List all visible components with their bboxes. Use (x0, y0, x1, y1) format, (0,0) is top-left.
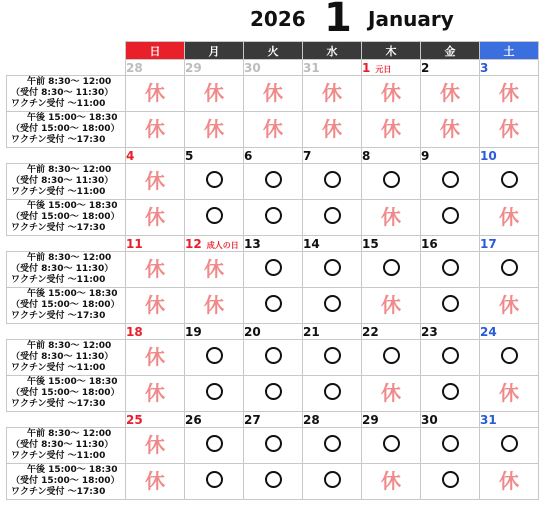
morning-row (7, 164, 539, 200)
date-number: 15 (362, 236, 379, 251)
date-cell (480, 412, 539, 428)
status-cell (362, 428, 421, 464)
date-number: 25 (126, 412, 143, 427)
session-hours-line: 午前 8:30～ 12:00 (27, 165, 112, 175)
status-cell (480, 200, 539, 236)
date-cell (185, 324, 244, 340)
open-circle-icon (265, 347, 282, 364)
closed-mark: 休 (263, 81, 283, 105)
status-cell (421, 288, 480, 324)
afternoon-row (7, 112, 539, 148)
status-cell (480, 464, 539, 500)
session-hours-line: 午前 8:30～ 12:00 (27, 429, 112, 439)
session-hours-line: 午後 15:00～ 18:30 (27, 113, 118, 123)
open-circle-icon (442, 347, 459, 364)
closed-mark: 休 (381, 205, 401, 229)
weekday-header: 金 (421, 42, 480, 60)
status-cell (126, 464, 185, 500)
open-circle-icon (442, 471, 459, 488)
weekday-header: 火 (244, 42, 303, 60)
status-cell (244, 428, 303, 464)
date-cell (421, 60, 480, 76)
date-cell (244, 60, 303, 76)
date-row (7, 60, 539, 76)
status-cell (244, 164, 303, 200)
date-cell (362, 60, 421, 76)
status-cell (303, 164, 362, 200)
session-hours-label (7, 340, 126, 376)
session-hours-line: （受付 15:00～ 18:00） (11, 476, 120, 486)
open-circle-icon (265, 171, 282, 188)
open-circle-icon (383, 259, 400, 276)
date-cell (421, 236, 480, 252)
session-hours-line: ワクチン受付 ～17:30 (11, 135, 106, 145)
status-cell (421, 428, 480, 464)
date-number: 28 (303, 412, 320, 427)
open-circle-icon (206, 383, 223, 400)
session-hours-line: 午後 15:00～ 18:30 (27, 465, 118, 475)
schedule-calendar (6, 41, 539, 500)
date-cell (126, 148, 185, 164)
date-cell (126, 60, 185, 76)
date-cell (303, 412, 362, 428)
morning-row (7, 428, 539, 464)
open-circle-icon (383, 171, 400, 188)
date-cell (480, 324, 539, 340)
status-cell (421, 200, 480, 236)
closed-mark: 休 (499, 293, 519, 317)
date-number: 27 (244, 412, 261, 427)
session-hours-line: （受付 15:00～ 18:00） (11, 300, 120, 310)
status-cell (421, 76, 480, 112)
status-cell (421, 464, 480, 500)
afternoon-row (7, 464, 539, 500)
date-row (7, 148, 539, 164)
date-number: 29 (362, 412, 379, 427)
weekday-header: 日 (126, 42, 185, 60)
status-cell (244, 252, 303, 288)
session-hours-label (7, 376, 126, 412)
session-hours-line: （受付 8:30～ 11:30） (11, 440, 114, 450)
status-cell (244, 340, 303, 376)
status-cell (126, 200, 185, 236)
closed-mark: 休 (322, 81, 342, 105)
status-cell (126, 112, 185, 148)
open-circle-icon (442, 435, 459, 452)
status-cell (126, 288, 185, 324)
weekday-header: 木 (362, 42, 421, 60)
morning-row (7, 340, 539, 376)
date-number: 2 (421, 60, 430, 75)
status-cell (126, 376, 185, 412)
session-hours-line: ワクチン受付 ～17:30 (11, 223, 106, 233)
date-cell (185, 60, 244, 76)
open-circle-icon (442, 207, 459, 224)
open-circle-icon (442, 259, 459, 276)
date-row-spacer (7, 412, 126, 428)
date-cell (126, 324, 185, 340)
open-circle-icon (324, 383, 341, 400)
date-cell (362, 148, 421, 164)
morning-row (7, 252, 539, 288)
closed-mark: 休 (440, 81, 460, 105)
closed-mark: 休 (381, 293, 401, 317)
open-circle-icon (206, 471, 223, 488)
status-cell (303, 376, 362, 412)
date-cell (185, 148, 244, 164)
session-hours-line: 午前 8:30～ 12:00 (27, 253, 112, 263)
session-hours-line: 午後 15:00～ 18:30 (27, 289, 118, 299)
open-circle-icon (265, 259, 282, 276)
date-cell (244, 324, 303, 340)
date-cell (480, 236, 539, 252)
date-number: 22 (362, 324, 379, 339)
date-row (7, 324, 539, 340)
status-cell (126, 252, 185, 288)
date-number: 26 (185, 412, 202, 427)
session-hours-label (7, 164, 126, 200)
status-cell (480, 252, 539, 288)
date-cell (303, 148, 362, 164)
closed-mark: 休 (381, 469, 401, 493)
date-cell (362, 412, 421, 428)
open-circle-icon (324, 471, 341, 488)
status-cell (244, 112, 303, 148)
session-hours-line: 午後 15:00～ 18:30 (27, 377, 118, 387)
session-hours-line: 午後 15:00～ 18:30 (27, 201, 118, 211)
date-cell (303, 324, 362, 340)
date-cell (244, 148, 303, 164)
date-row-spacer (7, 236, 126, 252)
status-cell (362, 340, 421, 376)
date-number: 24 (480, 324, 497, 339)
status-cell (244, 288, 303, 324)
date-number: 12 (185, 236, 202, 251)
open-circle-icon (324, 171, 341, 188)
status-cell (185, 112, 244, 148)
date-cell (480, 148, 539, 164)
closed-mark: 休 (381, 381, 401, 405)
status-cell (421, 252, 480, 288)
open-circle-icon (206, 207, 223, 224)
closed-mark: 休 (499, 469, 519, 493)
closed-mark: 休 (204, 293, 224, 317)
open-circle-icon (324, 435, 341, 452)
year-label: 2026 (250, 7, 306, 31)
afternoon-row (7, 288, 539, 324)
session-hours-label (7, 428, 126, 464)
morning-row (7, 76, 539, 112)
date-row-spacer (7, 324, 126, 340)
status-cell (185, 340, 244, 376)
session-hours-line: ワクチン受付 ～11:00 (11, 363, 106, 373)
date-row (7, 236, 539, 252)
session-hours-line: （受付 15:00～ 18:00） (11, 388, 120, 398)
open-circle-icon (383, 435, 400, 452)
session-hours-line: （受付 8:30～ 11:30） (11, 352, 114, 362)
date-number: 11 (126, 236, 143, 251)
open-circle-icon (265, 435, 282, 452)
month-name: January (368, 7, 454, 31)
status-cell (126, 428, 185, 464)
holiday-label: 元日 (375, 64, 392, 74)
open-circle-icon (265, 207, 282, 224)
status-cell (480, 340, 539, 376)
open-circle-icon (265, 295, 282, 312)
date-number: 28 (126, 60, 143, 75)
open-circle-icon (501, 259, 518, 276)
open-circle-icon (324, 259, 341, 276)
weekday-header: 土 (480, 42, 539, 60)
date-number: 16 (421, 236, 438, 251)
date-row-spacer (7, 148, 126, 164)
open-circle-icon (501, 435, 518, 452)
date-number: 3 (480, 60, 489, 75)
status-cell (303, 464, 362, 500)
status-cell (303, 112, 362, 148)
session-hours-line: ワクチン受付 ～17:30 (11, 399, 106, 409)
afternoon-row (7, 200, 539, 236)
status-cell (185, 252, 244, 288)
status-cell (480, 76, 539, 112)
date-number: 31 (480, 412, 497, 427)
status-cell (244, 464, 303, 500)
date-number: 30 (421, 412, 438, 427)
status-cell (421, 376, 480, 412)
session-hours-label (7, 200, 126, 236)
session-hours-line: ワクチン受付 ～11:00 (11, 275, 106, 285)
date-number: 30 (244, 60, 261, 75)
status-cell (126, 164, 185, 200)
date-number: 5 (185, 148, 194, 163)
status-cell (185, 376, 244, 412)
status-cell (362, 464, 421, 500)
closed-mark: 休 (204, 257, 224, 281)
session-hours-line: （受付 8:30～ 11:30） (11, 88, 114, 98)
status-cell (185, 164, 244, 200)
date-number: 6 (244, 148, 253, 163)
session-hours-label (7, 288, 126, 324)
date-cell (480, 60, 539, 76)
closed-mark: 休 (499, 81, 519, 105)
closed-mark: 休 (381, 81, 401, 105)
closed-mark: 休 (145, 81, 165, 105)
status-cell (480, 428, 539, 464)
open-circle-icon (442, 295, 459, 312)
open-circle-icon (324, 295, 341, 312)
date-number: 20 (244, 324, 261, 339)
open-circle-icon (324, 347, 341, 364)
date-cell (362, 324, 421, 340)
date-cell (244, 236, 303, 252)
status-cell (421, 164, 480, 200)
date-cell (185, 236, 244, 252)
date-cell (185, 412, 244, 428)
weekday-header: 水 (303, 42, 362, 60)
closed-mark: 休 (145, 205, 165, 229)
header-corner (7, 42, 126, 60)
date-cell (421, 324, 480, 340)
closed-mark: 休 (145, 117, 165, 141)
date-number: 14 (303, 236, 320, 251)
date-number: 8 (362, 148, 371, 163)
date-cell (303, 60, 362, 76)
date-number: 13 (244, 236, 261, 251)
closed-mark: 休 (263, 117, 283, 141)
open-circle-icon (501, 171, 518, 188)
weekday-header: 月 (185, 42, 244, 60)
session-hours-label (7, 76, 126, 112)
closed-mark: 休 (145, 257, 165, 281)
status-cell (303, 428, 362, 464)
status-cell (185, 464, 244, 500)
date-number: 29 (185, 60, 202, 75)
closed-mark: 休 (499, 117, 519, 141)
status-cell (126, 340, 185, 376)
month-number: 1 (324, 0, 352, 41)
session-hours-line: （受付 8:30～ 11:30） (11, 176, 114, 186)
session-hours-line: ワクチン受付 ～11:00 (11, 99, 106, 109)
status-cell (303, 340, 362, 376)
date-cell (126, 412, 185, 428)
session-hours-line: ワクチン受付 ～17:30 (11, 487, 106, 497)
date-number: 1 (362, 60, 371, 75)
closed-mark: 休 (145, 433, 165, 457)
closed-mark: 休 (322, 117, 342, 141)
status-cell (126, 76, 185, 112)
closed-mark: 休 (145, 169, 165, 193)
closed-mark: 休 (204, 81, 224, 105)
closed-mark: 休 (145, 293, 165, 317)
date-number: 4 (126, 148, 135, 163)
session-hours-line: ワクチン受付 ～17:30 (11, 311, 106, 321)
status-cell (421, 340, 480, 376)
date-number: 23 (421, 324, 438, 339)
status-cell (185, 428, 244, 464)
closed-mark: 休 (145, 381, 165, 405)
status-cell (362, 288, 421, 324)
status-cell (362, 252, 421, 288)
date-row (7, 412, 539, 428)
closed-mark: 休 (499, 381, 519, 405)
session-hours-line: 午前 8:30～ 12:00 (27, 77, 112, 87)
closed-mark: 休 (381, 117, 401, 141)
status-cell (362, 376, 421, 412)
session-hours-line: ワクチン受付 ～11:00 (11, 451, 106, 461)
status-cell (480, 288, 539, 324)
session-hours-line: ワクチン受付 ～11:00 (11, 187, 106, 197)
holiday-label: 成人の日 (206, 240, 239, 250)
open-circle-icon (265, 383, 282, 400)
date-cell (421, 412, 480, 428)
date-number: 17 (480, 236, 497, 251)
status-cell (244, 376, 303, 412)
date-number: 31 (303, 60, 320, 75)
status-cell (362, 200, 421, 236)
date-number: 7 (303, 148, 312, 163)
date-number: 9 (421, 148, 430, 163)
date-cell (362, 236, 421, 252)
open-circle-icon (265, 471, 282, 488)
session-hours-label (7, 464, 126, 500)
closed-mark: 休 (145, 469, 165, 493)
date-cell (126, 236, 185, 252)
open-circle-icon (324, 207, 341, 224)
status-cell (480, 164, 539, 200)
session-hours-label (7, 112, 126, 148)
open-circle-icon (206, 171, 223, 188)
date-row-spacer (7, 60, 126, 76)
open-circle-icon (442, 171, 459, 188)
date-cell (421, 148, 480, 164)
open-circle-icon (206, 347, 223, 364)
status-cell (244, 76, 303, 112)
status-cell (244, 200, 303, 236)
date-cell (303, 236, 362, 252)
closed-mark: 休 (204, 117, 224, 141)
status-cell (362, 76, 421, 112)
open-circle-icon (442, 383, 459, 400)
status-cell (421, 112, 480, 148)
status-cell (303, 76, 362, 112)
date-number: 10 (480, 148, 497, 163)
closed-mark: 休 (145, 345, 165, 369)
open-circle-icon (501, 347, 518, 364)
status-cell (362, 164, 421, 200)
status-cell (303, 200, 362, 236)
status-cell (185, 288, 244, 324)
status-cell (303, 252, 362, 288)
open-circle-icon (383, 347, 400, 364)
status-cell (303, 288, 362, 324)
status-cell (185, 200, 244, 236)
date-cell (244, 412, 303, 428)
weekday-header-row (7, 42, 539, 60)
status-cell (185, 76, 244, 112)
open-circle-icon (206, 435, 223, 452)
status-cell (362, 112, 421, 148)
date-number: 18 (126, 324, 143, 339)
date-number: 19 (185, 324, 202, 339)
closed-mark: 休 (499, 205, 519, 229)
session-hours-line: （受付 15:00～ 18:00） (11, 212, 120, 222)
date-number: 21 (303, 324, 320, 339)
status-cell (480, 376, 539, 412)
afternoon-row (7, 376, 539, 412)
session-hours-label (7, 252, 126, 288)
closed-mark: 休 (440, 117, 460, 141)
session-hours-line: （受付 8:30～ 11:30） (11, 264, 114, 274)
status-cell (480, 112, 539, 148)
session-hours-line: 午前 8:30～ 12:00 (27, 341, 112, 351)
calendar-title (0, 0, 550, 40)
session-hours-line: （受付 15:00～ 18:00） (11, 124, 120, 134)
